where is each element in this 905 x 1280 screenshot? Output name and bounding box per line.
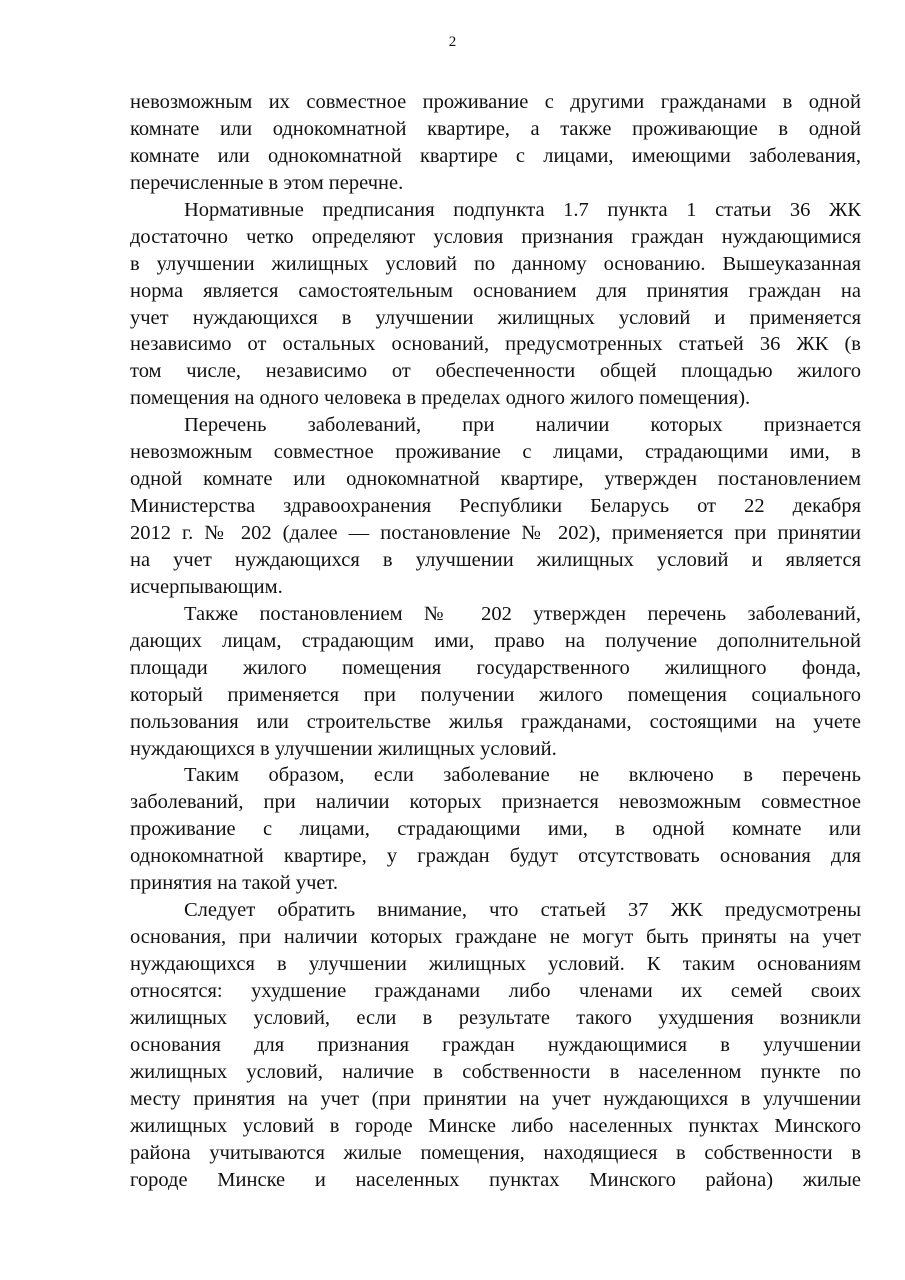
text-line: Следует обратить внимание, что статьей 37 ЖК предусмотрены	[184, 899, 861, 922]
text-line: проживание с лицами, страдающими ими, в одной комнате или	[130, 818, 861, 841]
text-line: площади жилого помещения государственного жилищного фонда,	[130, 656, 861, 679]
paragraph	[130, 601, 861, 763]
text-line: месту принятия на учет (при принятии на учет нуждающихся в улучшении	[130, 1087, 861, 1110]
text-line: основания, при наличии которых граждане не могут быть приняты на учет	[130, 926, 861, 949]
text-line: невозможным их совместное проживание с другими гражданами в одной	[130, 91, 861, 113]
text-line: жилищных условий, наличие в собственности в населенном пункте по	[130, 1060, 861, 1083]
paragraph	[130, 412, 861, 601]
text-line: основания для признания граждан нуждающимися в улучшении	[130, 1033, 861, 1056]
text-line: Министерства здравоохранения Республики Беларусь от 22 декабря	[130, 495, 861, 518]
text-line: Также постановлением № 202 утвержден перечень заболеваний,	[184, 602, 861, 625]
text-line: в улучшении жилищных условий по данному основанию. Вышеуказанная	[130, 252, 861, 275]
text-line: учет нуждающихся в улучшении жилищных условий и применяется	[130, 306, 861, 329]
page-number: 2	[448, 34, 457, 50]
text-line: относятся: ухудшение гражданами либо членами их семей своих	[130, 979, 861, 1002]
text-line: который применяется при получении жилого помещения социального	[130, 683, 861, 706]
text-line: комнате или однокомнатной квартире с лицами, имеющими заболевания,	[130, 144, 861, 167]
text-line: нуждающихся в улучшении жилищных условий.	[130, 737, 557, 760]
text-line: дающих лицам, страдающим ими, право на получение дополнительной	[130, 629, 861, 652]
paragraph	[130, 89, 861, 197]
text-line: заболеваний, при наличии которых признается невозможным совместное	[130, 791, 861, 814]
text-line: комнате или однокомнатной квартире, а также проживающие в одной	[130, 117, 861, 140]
text-line: независимо от остальных оснований, предусмотренных статьей 36 ЖК (в	[130, 333, 861, 356]
text-line: нуждающихся в улучшении жилищных условий. К таким основаниям	[130, 953, 861, 975]
text-line: Перечень заболеваний, при наличии которых признается	[184, 414, 861, 437]
text-line: 2012 г. № 202 (далее — постановление № 202), применяется при принятии	[130, 522, 861, 544]
text-line: принятия на такой учет.	[130, 872, 339, 895]
text-line: района учитываются жилые помещения, находящиеся в собственности в	[130, 1141, 861, 1164]
text-line: норма является самостоятельным основанием для принятия граждан на	[130, 279, 861, 302]
text-line: перечисленные в этом перечне.	[130, 171, 404, 194]
text-line: помещения на одного человека в пределах одного жилого помещения).	[130, 387, 751, 410]
text-line: городе Минске и населенных пунктах Минского района) жилые	[130, 1168, 861, 1191]
text-line: невозможным совместное проживание с лицами, страдающими ими, в	[130, 441, 861, 464]
document-body	[130, 89, 861, 1193]
text-line: жилищных условий, если в результате такого ухудшения возникли	[130, 1006, 861, 1029]
text-line: том числе, независимо от обеспеченности общей площадью жилого	[130, 360, 861, 383]
paragraph	[130, 197, 861, 413]
paragraph	[130, 897, 861, 1193]
text-line: исчерпывающим.	[130, 575, 283, 598]
text-line: Нормативные предписания подпункта 1.7 пункта 1 статьи 36 ЖК	[184, 198, 861, 221]
text-line: одной комнате или однокомнатной квартире, утвержден постановлением	[130, 468, 861, 491]
text-line: жилищных условий в городе Минске либо населенных пунктах Минского	[130, 1114, 861, 1137]
text-line: достаточно четко определяют условия признания граждан нуждающимися	[130, 225, 861, 248]
paragraph	[130, 762, 861, 897]
text-line: на учет нуждающихся в улучшении жилищных условий и является	[130, 548, 861, 571]
text-line: однокомнатной квартире, у граждан будут отсутствовать основания для	[130, 845, 861, 868]
text-line: Таким образом, если заболевание не включено в перечень	[184, 764, 861, 787]
text-line: пользования или строительстве жилья гражданами, состоящими на учете	[130, 710, 861, 733]
